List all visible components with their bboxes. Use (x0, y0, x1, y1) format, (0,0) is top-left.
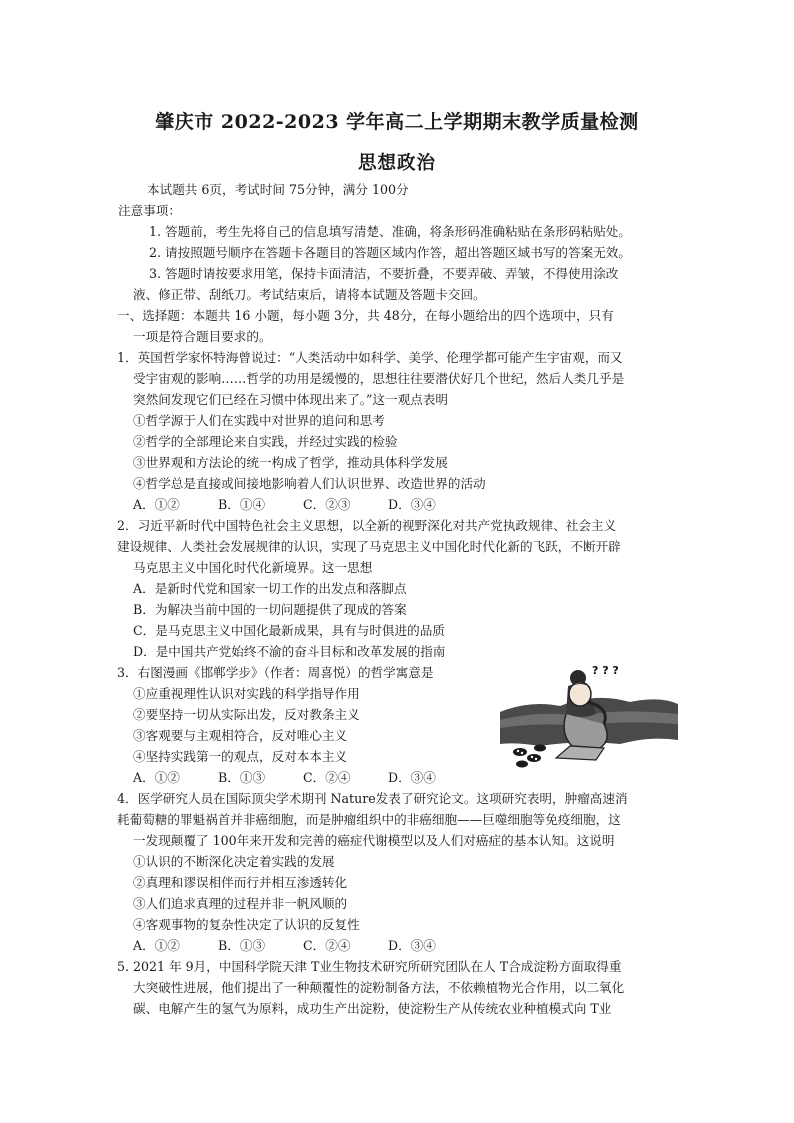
exam-subject: 思想政治 (357, 153, 436, 174)
q2-stem-line-3: 马克思主义中国化时代化新境界。这一思想 (133, 560, 373, 575)
q1-stem-line-2: 受宇宙观的影响……哲学的功用是缓慢的，思想往往要潜伏好几个世纪，然后人类几乎是 (133, 371, 625, 386)
q3-item-1: ①应重视理性认识对实践的科学指导作用 (133, 686, 360, 701)
q3-stem: 3．右图漫画《邯郸学步》（作者：周喜悦）的哲学寓意是 (117, 665, 434, 680)
comic-illustration (500, 662, 678, 772)
section-heading-cont: 一项是符合题目要求的。 (133, 329, 272, 344)
notice-heading: 注意事项： (118, 203, 181, 218)
q5-stem-line-3: 碳、电解产生的氢气为原料，成功生产出淀粉，使淀粉生产从传统农业种植模式向 T业 (133, 1001, 612, 1016)
q2-stem-line-1: 2．习近平新时代中国特色社会主义思想，以全新的视野深化对共产党执政规律、社会主义 (117, 518, 617, 533)
q1-option-d: D．③④ (388, 497, 436, 512)
q1-item-3: ③世界观和方法论的统一构成了哲学，推动具体科学发展 (133, 455, 448, 470)
q1-stem-line-3: 突然间发现它们已经在习惯中体现出来了。”这一观点表明 (133, 392, 448, 407)
q4-item-3: ③人们追求真理的过程并非一帆风顺的 (133, 896, 348, 911)
notice-item-3: 3. 答题时请按要求用笔，保持卡面清洁，不要折叠，不要弄破、弄皱，不得使用涂改 (149, 266, 619, 281)
q1-item-4: ④哲学总是直接或间接地影响着人们认识世界、改造世界的活动 (133, 476, 486, 491)
q3-option-c: C．②④ (303, 770, 351, 785)
q4-item-2: ②真理和谬误相伴而行并相互渗透转化 (133, 875, 348, 890)
q3-item-2: ②要坚持一切从实际出发，反对教条主义 (133, 707, 360, 722)
q1-item-2: ②哲学的全部理论来自实践，并经过实践的检验 (133, 434, 398, 449)
q4-stem-line-3: 一发现颠覆了 100年来开发和完善的癌症代谢模型以及人们对癌症的基本认知。这说明 (133, 833, 615, 848)
q2-stem-line-2: 建设规律、人类社会发展规律的认识，实现了马克思主义中国化时代化新的飞跃，不断开辟 (117, 539, 621, 554)
exam-title: 肇庆市 2022-2023 学年高二上学期期末教学质量检测 (155, 111, 639, 133)
q4-option-b: B．①③ (218, 938, 266, 953)
q3-item-4: ④坚持实践第一的观点，反对本本主义 (133, 749, 348, 764)
q1-options (133, 497, 436, 513)
q3-item-3: ③客观要与主观相符合，反对唯心主义 (133, 728, 348, 743)
comic-question-marks: ? ? ? (592, 664, 619, 677)
q4-option-c: C．②④ (303, 938, 351, 953)
q2-choice-a: A．是新时代党和国家一切工作的出发点和落脚点 (133, 581, 407, 596)
section-heading: 一、选择题：本题共 16 小题，每小题 3分，共 48分，在每小题给出的四个选项中，只有 (117, 308, 614, 323)
q1-option-c: C．②③ (303, 497, 351, 512)
q4-stem-line-1: 4．医学研究人员在国际顶尖学术期刊 Nature发表了研究论文。这项研究表明，肿瘤高速消 (117, 791, 628, 806)
q4-option-d: D．③④ (388, 938, 436, 953)
q2-choice-c: C．是马克思主义中国化最新成果，具有与时俱进的品质 (133, 623, 445, 638)
q1-option-b: B．①④ (218, 497, 266, 512)
q1-option-a: A．①② (133, 497, 180, 512)
q4-item-1: ①认识的不断深化决定着实践的发展 (133, 854, 335, 869)
q3-option-a: A．①② (133, 770, 180, 785)
exam-intro: 本试题共 6页，考试时间 75分钟，满分 100分 (147, 182, 409, 197)
q5-stem-line-1: 5. 2021 年 9月，中国科学院天津 T业生物技术研究所研究团队在人 T合成淀粉方面取得重 (117, 959, 622, 974)
notice-item-1: 1. 答题前，考生先将自己的信息填写清楚、准确，将条形码准确粘贴在条形码粘贴处。 (149, 224, 631, 239)
q3-options (133, 770, 436, 786)
q1-stem-line-1: 1．英国哲学家怀特海曾说过：“人类活动中如科学、美学、伦理学都可能产生宇宙观，而又 (117, 350, 623, 365)
q1-item-1: ①哲学源于人们在实践中对世界的追问和思考 (133, 413, 385, 428)
q4-options (133, 938, 436, 954)
q4-option-a: A．①② (133, 938, 180, 953)
notice-item-3-cont: 液、修正带、刮纸刀。考试结束后，请将本试题及答题卡交回。 (133, 287, 486, 302)
q2-choice-b: B．为解决当前中国的一切问题提供了现成的答案 (133, 602, 407, 617)
q3-option-b: B．①③ (218, 770, 266, 785)
q4-stem-line-2: 耗葡萄糖的罪魁祸首并非癌细胞，而是肿瘤组织中的非癌细胞——巨噬细胞等免疫细胞，这 (117, 812, 621, 827)
q4-item-4: ④客观事物的复杂性决定了认识的反复性 (133, 917, 360, 932)
q3-option-d: D．③④ (388, 770, 436, 785)
q2-choice-d: D．是中国共产党始终不渝的奋斗目标和改革发展的指南 (133, 644, 446, 659)
q5-stem-line-2: 大突破性进展，他们提出了一种颠覆性的淀粉制备方法，不依赖植物光合作用，以二氧化 (133, 980, 625, 995)
notice-item-2: 2. 请按照题号顺序在答题卡各题目的答题区域内作答，超出答题区域书写的答案无效。 (149, 245, 631, 260)
